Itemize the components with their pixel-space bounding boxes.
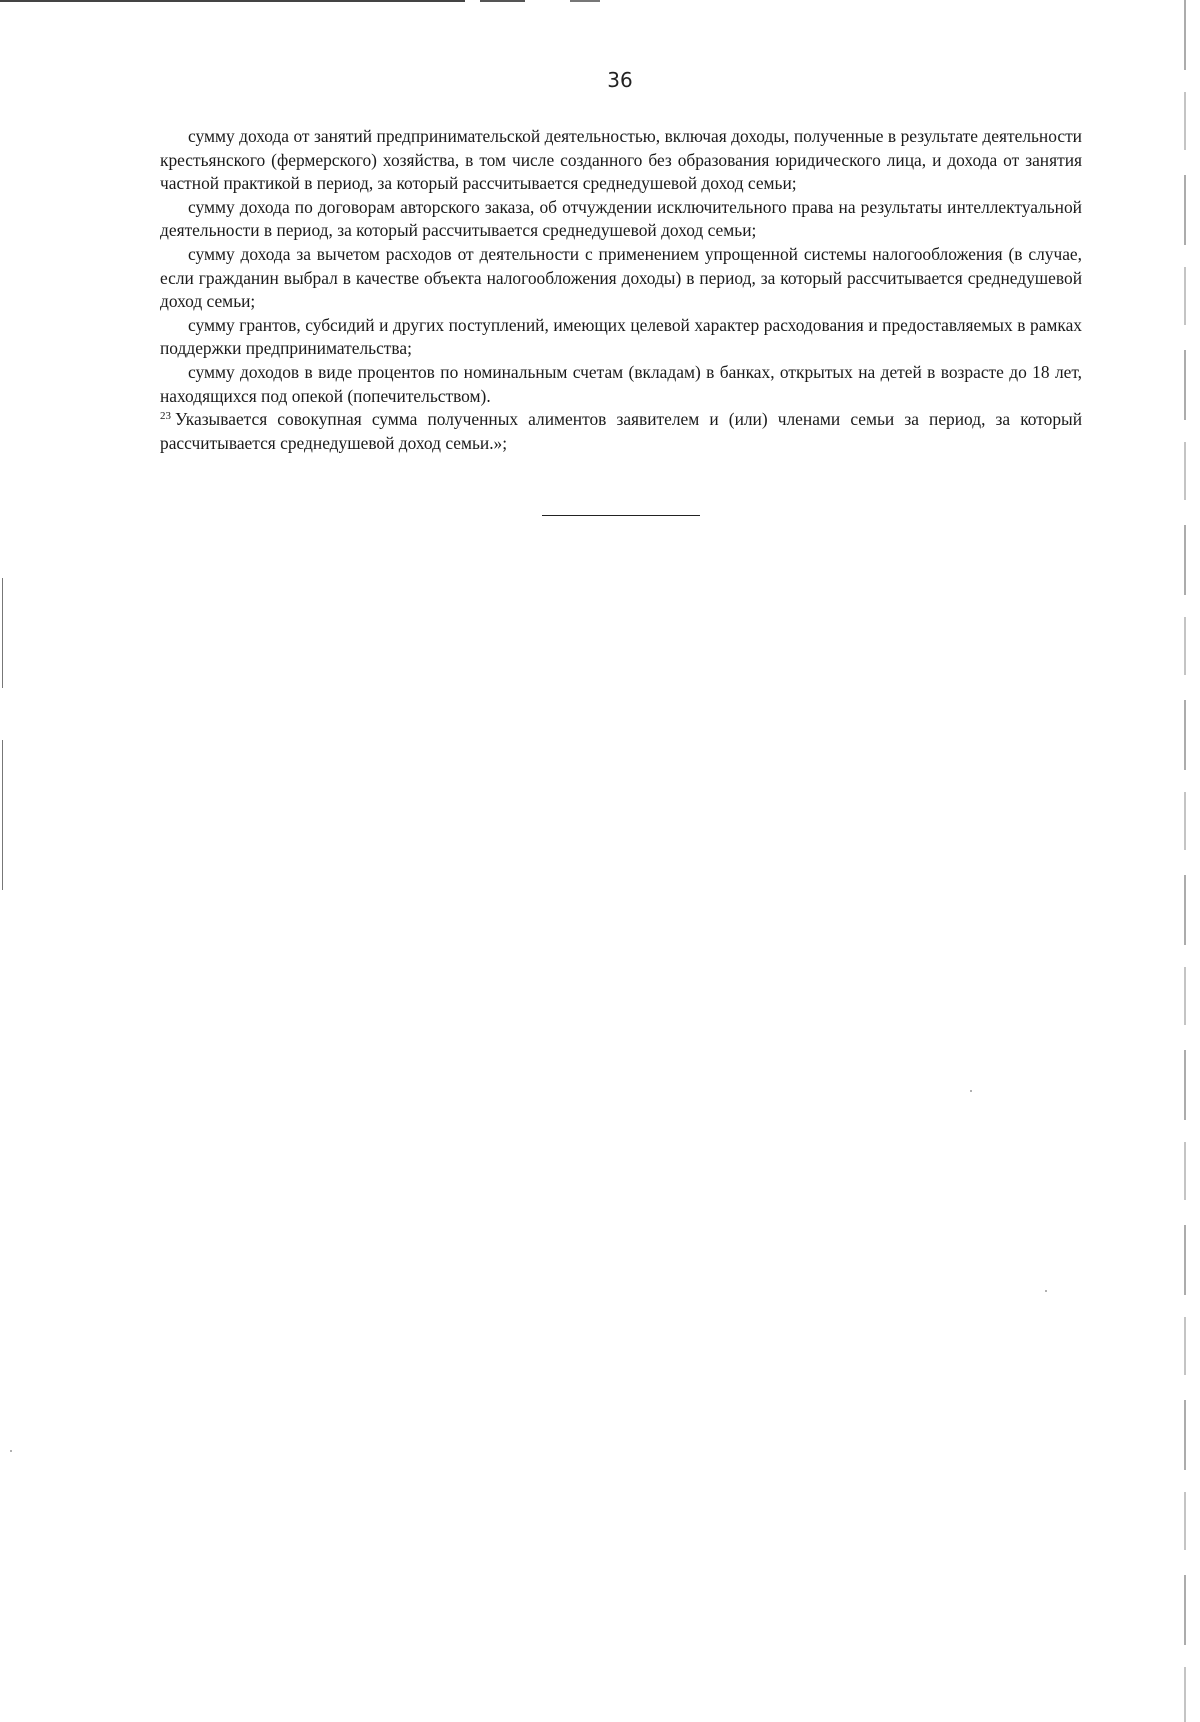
paragraph: сумму дохода по договорам авторского заказа, об отчуждении исключительного права на результаты интеллектуальной деятельности в период, за который рассчитывается среднедушевой доход семьи; [160,196,1082,241]
footnote-marker: 23 [160,410,171,423]
footnote [160,408,1082,455]
paragraph: сумму дохода за вычетом расходов от деятельности с применением упрощенной системы налогообложения (в случае, если гражданин выбрал в качестве объекта налогообложения доходы) в период, за который рассчитывается среднедушевой доход семьи; [160,243,1082,312]
footnote-text: Указывается совокупная сумма полученных алиментов заявителем и (или) членами семьи за период, за который рассчитывается среднедушевой доход семьи.»; [160,409,1082,453]
paragraph: сумму доходов в виде процентов по номинальным счетам (вкладам) в банках, открытых на детей в возрасте до 18 лет, находящихся под опекой (попечительством). [160,361,1082,406]
scan-edge-left [2,578,3,688]
document-body [160,125,1082,455]
paragraph: сумму дохода от занятий предпринимательской деятельностью, включая доходы, полученные в результате деятельности крестьянского (фермерского) хозяйства, в том числе созданного без образования юридического лица, и дохода от занятия частной практикой в период, за который рассчитывается среднедушевой доход семьи; [160,126,1082,194]
scan-edge-left [2,740,3,890]
end-divider [542,515,700,516]
scan-edge-right [1184,0,1186,1722]
scan-speck [10,1450,12,1452]
scan-speck [970,1090,972,1092]
scan-edge-top [0,0,750,2]
scan-speck [1045,1290,1047,1292]
paragraph: сумму грантов, субсидий и других поступлений, имеющих целевой характер расходования и предоставляемых в рамках поддержки предпринимательства; [160,314,1082,359]
page-number: 36 [607,68,633,92]
